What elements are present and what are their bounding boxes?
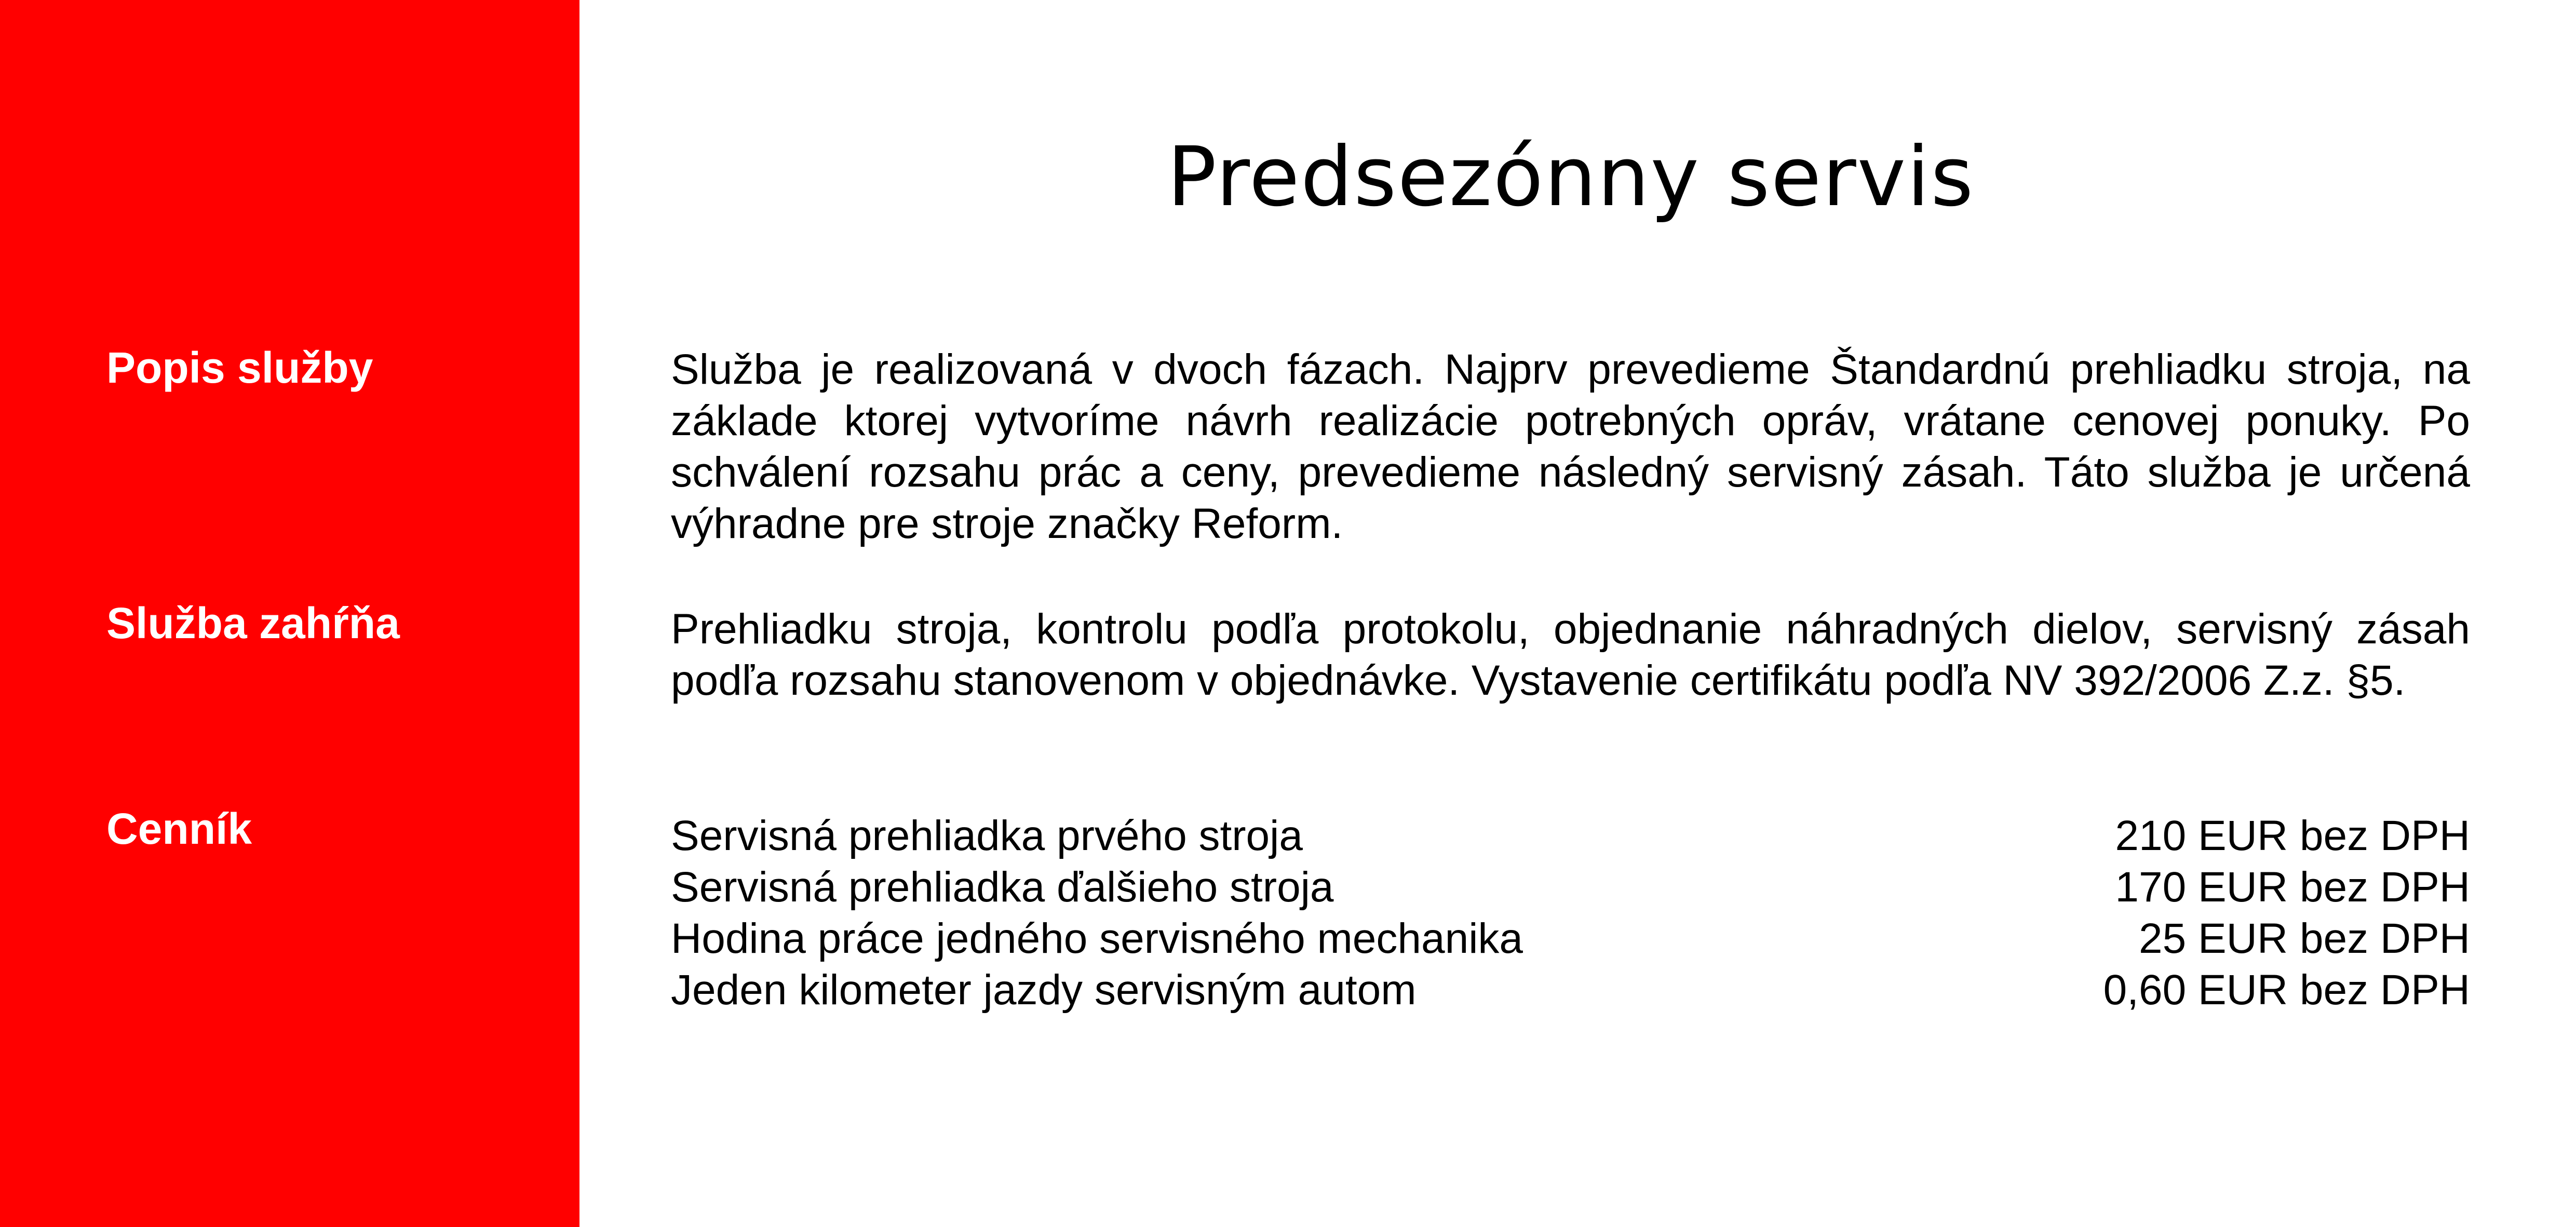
service-description: Služba je realizovaná v dvoch fázach. Najprv prevedieme Štandardnú prehliadku stroja, na základe ktorej vytvoríme návrh realizácie potrebných opráv, vrátane cenovej ponuky. Po schválení rozsahu prác a ceny, prevedieme následný servisný zásah. Táto služba je určená výhradne pre stroje značky Reform. xyxy=(671,346,2470,547)
price-list xyxy=(671,810,2470,1016)
price-row xyxy=(671,810,2470,861)
price-item-value: 210 EUR bez DPH xyxy=(2115,812,2470,859)
price-item-label: Hodina práce jedného servisného mechanika xyxy=(671,915,1523,962)
section-label-description: Popis služby xyxy=(106,343,373,392)
price-item-value: 25 EUR bez DPH xyxy=(2138,915,2470,962)
price-item-value: 0,60 EUR bez DPH xyxy=(2103,966,2470,1014)
price-item-label: Jeden kilometer jazdy servisným autom xyxy=(671,966,1417,1014)
sidebar xyxy=(0,0,579,1227)
section-label-includes: Služba zahŕňa xyxy=(106,599,400,648)
price-row xyxy=(671,861,2470,913)
section-label-pricing: Cenník xyxy=(106,804,252,853)
price-row xyxy=(671,964,2470,1016)
price-item-value: 170 EUR bez DPH xyxy=(2115,864,2470,911)
price-item-label: Servisná prehliadka ďalšieho stroja xyxy=(671,864,1334,911)
service-includes: Prehliadku stroja, kontrolu podľa protokolu, objednanie náhradných dielov, servisný zásah podľa rozsahu stanovenom v objednávke. Vystavenie certifikátu podľa NV 392/2006 Z.z. §5. xyxy=(671,605,2470,704)
price-row xyxy=(671,913,2470,964)
page-title: Predsezónny servis xyxy=(1167,129,1975,225)
price-item-label: Servisná prehliadka prvého stroja xyxy=(671,812,1303,859)
